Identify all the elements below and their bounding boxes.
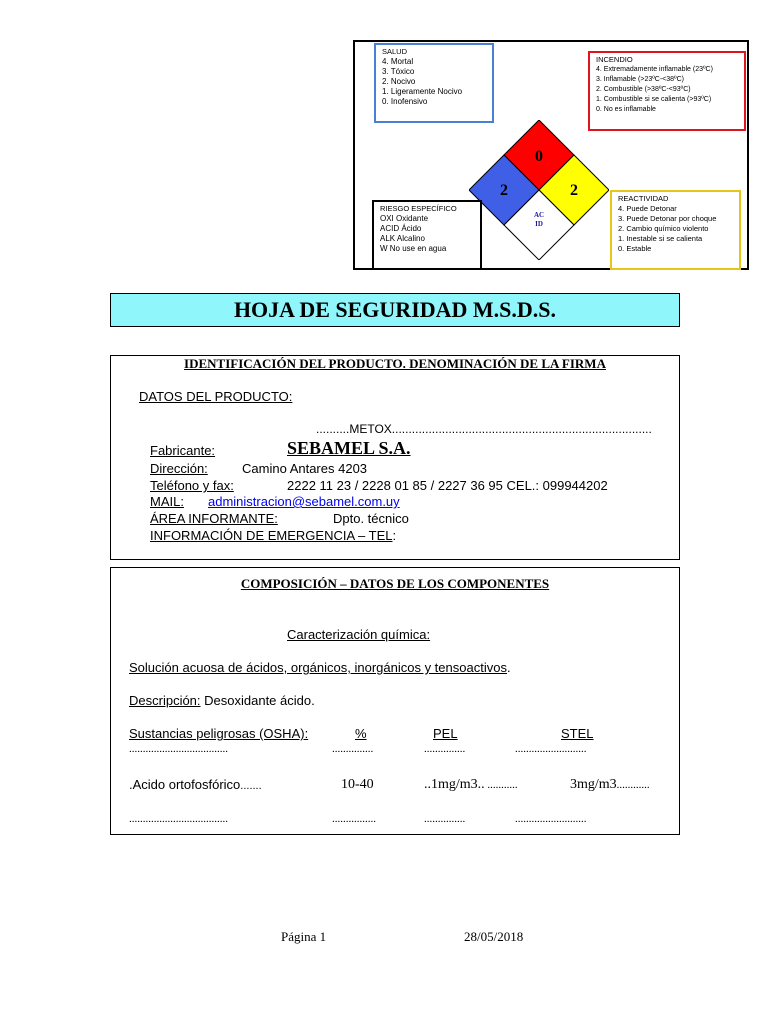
- header-stel: STEL: [561, 726, 594, 741]
- incendio-item: 3. Inflamable (>23ºC-<38ºC): [596, 76, 684, 83]
- reactividad-item: 1. Inestable si se calienta: [618, 234, 703, 243]
- acido-pel-dots: ...........: [484, 779, 518, 791]
- salud-item: 3. Tóxico: [382, 67, 415, 76]
- reactividad-item: 3. Puede Detonar por choque: [618, 214, 717, 223]
- acido-pel-cell: [424, 777, 518, 793]
- acido-stel: 3mg/m3: [570, 777, 617, 792]
- acido-stel-dots: ............: [616, 779, 650, 791]
- product-identification-section: [110, 355, 680, 560]
- acido-name-dots: .......: [240, 780, 262, 792]
- special-line1: AC: [533, 211, 545, 219]
- solucion-end: .: [506, 660, 511, 675]
- fire-rating: 0: [535, 148, 543, 165]
- fabricante-value: SEBAMEL S.A.: [287, 438, 411, 458]
- riesgo-item: W No use en agua: [380, 244, 447, 253]
- riesgo-title: RIESGO ESPECÍFICO: [380, 204, 457, 213]
- mail-link[interactable]: administracion@sebamel.com.uy: [208, 494, 400, 509]
- special-line2: ID: [535, 220, 543, 228]
- reactividad-title: REACTIVIDAD: [618, 194, 669, 203]
- direccion-value: Camino Antares 4203: [242, 461, 368, 476]
- riesgo-item: ACID Ácido: [380, 224, 422, 233]
- salud-item: 4. Mortal: [382, 57, 414, 66]
- document-title: HOJA DE SEGURIDAD M.S.D.S.: [110, 293, 680, 327]
- nfpa-hazard-panel: [353, 40, 749, 270]
- incendio-item: 4. Extremadamente inflamable (23ºC): [596, 66, 713, 73]
- direccion-label: Dirección:: [150, 461, 208, 476]
- header-pct: %: [355, 726, 367, 741]
- salud-title: SALUD: [382, 47, 408, 56]
- incendio-legend: [588, 51, 746, 131]
- fabricante-label: Fabricante:: [150, 443, 216, 458]
- solucion-line: [129, 660, 511, 675]
- area-informante-value: Dpto. técnico: [333, 511, 409, 526]
- dots-row2-c1: ....................................: [129, 813, 228, 825]
- salud-item: 2. Nocivo: [382, 77, 416, 86]
- telefono-label: Teléfono y fax:: [150, 478, 234, 493]
- incendio-item: 0. No es inflamable: [596, 106, 656, 113]
- riesgo-item: ALK Alcalino: [380, 234, 425, 243]
- dots-row2-c3: ...............: [424, 813, 466, 825]
- descripcion-value: Desoxidante ácido.: [200, 693, 315, 708]
- acido-stel-cell: [570, 777, 650, 793]
- incendio-item: 1. Combustible si se calienta (>93ºC): [596, 96, 712, 103]
- acido-pct: 10-40: [341, 777, 374, 792]
- mail-label: MAIL:: [150, 494, 184, 509]
- salud-legend: [374, 43, 494, 123]
- dots-row2-c4: ..........................: [515, 813, 587, 825]
- dots-row1-c3: ...............: [424, 743, 466, 755]
- dots-row1-c1: ....................................: [129, 743, 228, 755]
- emergencia-line: [150, 528, 396, 543]
- reactivity-rating: 2: [570, 182, 578, 199]
- header-pel: PEL: [433, 726, 458, 741]
- health-rating: 2: [500, 182, 508, 199]
- riesgo-legend: [372, 200, 482, 270]
- acido-pel: ..1mg/m3..: [424, 777, 485, 792]
- dots-row1-c4: ..........................: [515, 743, 587, 755]
- riesgo-item: OXI Oxidante: [380, 214, 429, 223]
- reactividad-legend: [610, 190, 741, 270]
- section2-heading: COMPOSICIÓN – DATOS DE LOS COMPONENTES: [240, 576, 550, 591]
- header-sustancias: Sustancias peligrosas (OSHA):: [129, 726, 309, 741]
- solucion-text: Solución acuosa de ácidos, orgánicos, inorgánicos y tensoactivos: [129, 660, 507, 675]
- datos-producto-label: DATOS DEL PRODUCTO:: [139, 389, 293, 404]
- page-number: Página 1: [281, 929, 327, 944]
- dots-row2-c2: ................: [332, 813, 376, 825]
- telefono-value: 2222 11 23 / 2228 01 85 / 2227 36 95 CEL.: 099944202: [287, 478, 608, 493]
- descripcion-line: [129, 693, 315, 708]
- acido-name: .Acido ortofosfórico: [129, 777, 241, 792]
- emergencia-label: INFORMACIÓN DE EMERGENCIA – TEL: [150, 528, 393, 543]
- descripcion-label: Descripción:: [129, 693, 201, 708]
- composition-section: [110, 567, 680, 835]
- emergencia-suffix: :: [392, 528, 397, 543]
- dots-row1-c2: ...............: [332, 743, 374, 755]
- footer-date: 28/05/2018: [464, 929, 524, 944]
- incendio-item: 2. Combustible (>38ºC-<93ºC): [596, 86, 691, 93]
- nfpa-diamond: [469, 120, 609, 260]
- caracterizacion-label: Caracterización química:: [287, 627, 431, 642]
- reactividad-item: 0. Estable: [618, 244, 652, 253]
- acido-name-cell: [129, 777, 262, 792]
- section1-heading: IDENTIFICACIÓN DEL PRODUCTO. DENOMINACIÓN DE LA FIRMA: [184, 356, 606, 371]
- incendio-title: INCENDIO: [596, 55, 633, 64]
- reactividad-item: 2. Cambio químico violento: [618, 224, 709, 233]
- area-informante-label: ÁREA INFORMANTE:: [150, 511, 278, 526]
- salud-item: 0. Inofensivo: [382, 97, 428, 106]
- salud-item: 1. Ligeramente Nocivo: [382, 87, 463, 96]
- product-name-line: ..........METOX..............................................................................: [316, 422, 652, 436]
- reactividad-item: 4. Puede Detonar: [618, 204, 677, 213]
